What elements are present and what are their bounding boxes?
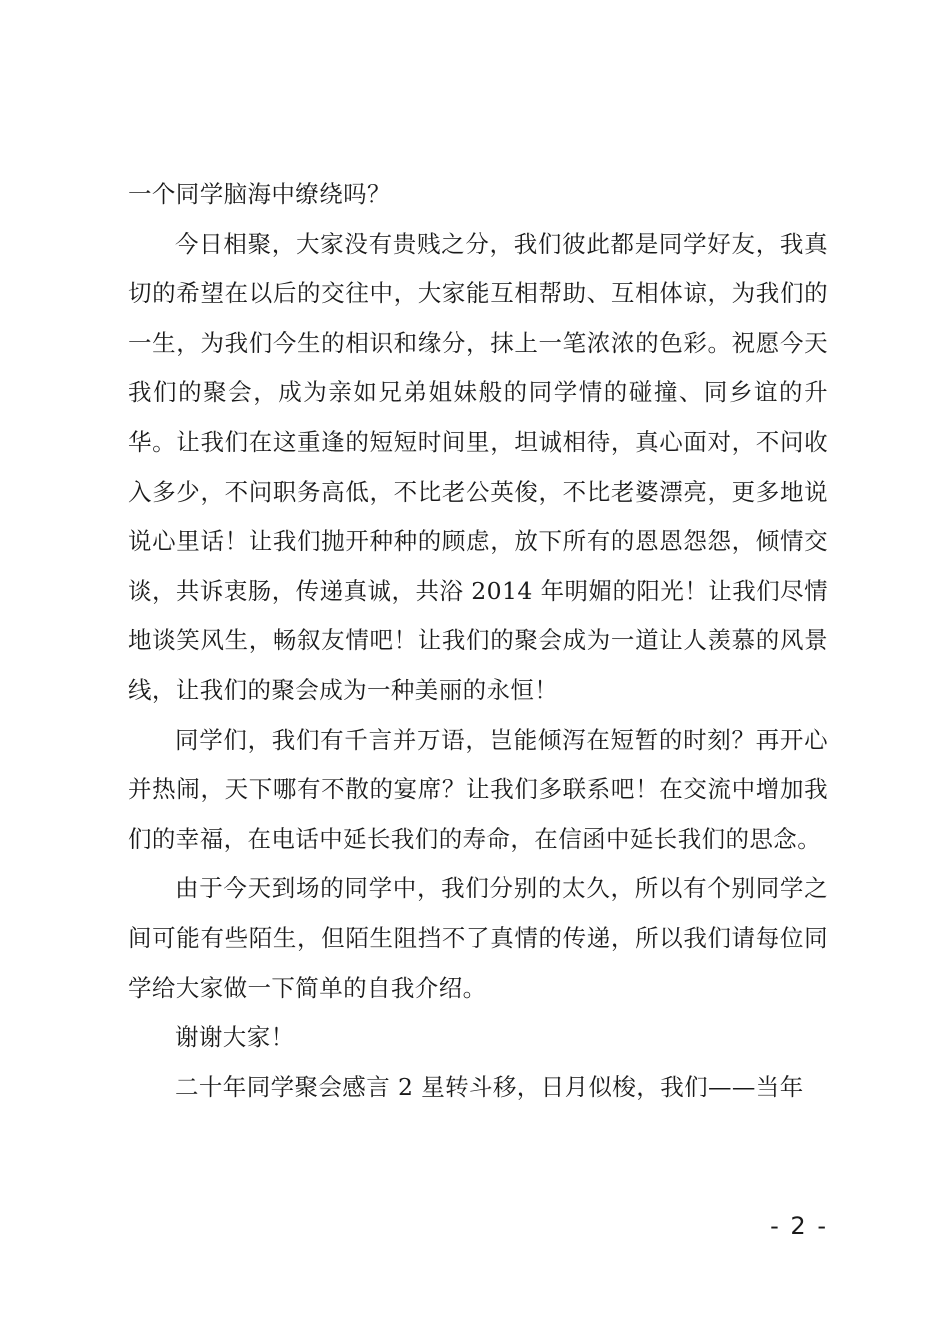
page-number: - 2 - [770,1212,828,1240]
paragraph-1: 一个同学脑海中缭绕吗？ [128,180,391,208]
document-body [128,170,828,1112]
paragraph-6: 二十年同学聚会感言 2 星转斗移，日月似梭，我们——当年 [175,1072,804,1101]
paragraph-4: 由于今天到场的同学中，我们分别的太久，所以有个别同学之间可能有些陌生，但陌生阻挡不了真情的传递，所以我们请每位同学给大家做一下简单的自我介绍。 [128,874,828,1002]
paragraph-5: 谢谢大家！ [175,1023,295,1052]
paragraph-2: 今日相聚，大家没有贵贱之分，我们彼此都是同学好友，我真切的希望在以后的交往中，大家能互相帮助、互相体谅，为我们的一生，为我们今生的相识和缘分，抹上一笔浓浓的色彩。祝愿今天我们的聚会，成为亲如兄弟姐妹般的同学情的碰撞、同乡谊的升华。让我们在这重逢的短短时间里，坦诚相待，真心面对，不问收入多少，不问职务高低，不比老公英俊，不比老婆漂亮，更多地说说心里话！让我们抛开种种的顾虑，放下所有的恩恩怨怨，倾情交谈，共诉衷肠，传递真诚，共浴 2014 年明媚的阳光！让我们尽情地谈笑风生，畅叙友情吧！让我们的聚会成为一道让人羡慕的风景线，让我们的聚会成为一种美丽的永恒！ [128,229,828,704]
paragraph-3: 同学们，我们有千言并万语，岂能倾泻在短暂的时刻？再开心并热闹，天下哪有不散的宴席？让我们多联系吧！在交流中增加我们的幸福，在电话中延长我们的寿命，在信函中延长我们的思念。 [128,725,828,853]
